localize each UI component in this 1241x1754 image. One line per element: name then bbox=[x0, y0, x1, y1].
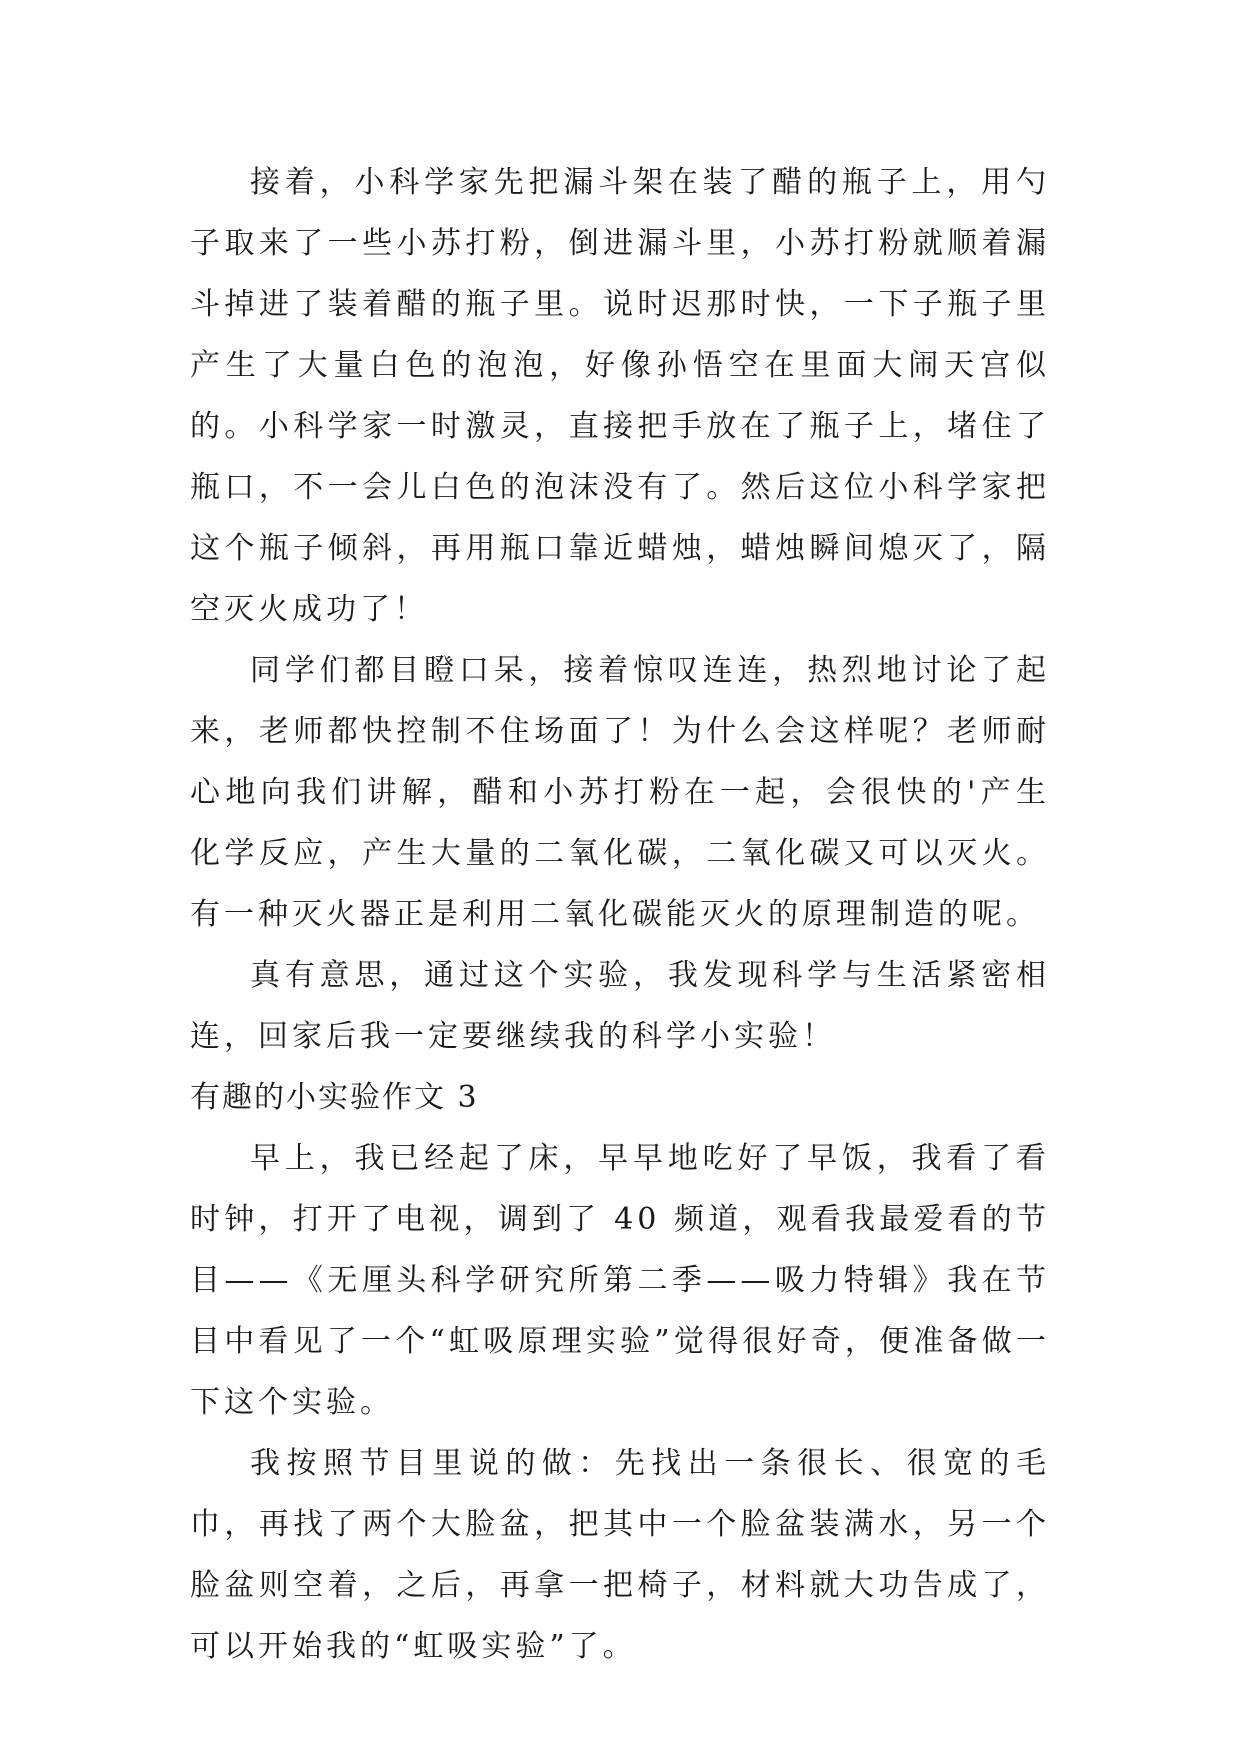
paragraph-experiment-process: 接着，小科学家先把漏斗架在装了醋的瓶子上，用勺子取来了一些小苏打粉，倒进漏斗里，小苏打粉就顺着漏斗掉进了装着醋的瓶子里。说时迟那时快，一下子瓶子里产生了大量白色的泡泡，好像孙悟空在里面大闹天宫似的。小科学家一时激灵，直接把手放在了瓶子上，堵住了瓶口，不一会儿白色的泡沫没有了。然后这位小科学家把这个瓶子倾斜，再用瓶口靠近蜡烛，蜡烛瞬间熄灭了，隔空灭火成功了！ bbox=[190, 165, 1050, 627]
paragraph-conclusion: 真有意思，通过这个实验，我发现科学与生活紧密相连，回家后我一定要继续我的科学小实验！ bbox=[190, 958, 1050, 1054]
paragraph-classmates-reaction: 同学们都目瞪口呆，接着惊叹连连，热烈地讨论了起来，老师都快控制不住场面了！为什么会这样呢？老师耐心地向我们讲解，醋和小苏打粉在一起，会很快的'产生化学反应，产生大量的二氧化碳，二氧化碳又可以灭火。有一种灭火器正是利用二氧化碳能灭火的原理制造的呢。 bbox=[190, 653, 1050, 932]
paragraph-materials: 我按照节目里说的做：先找出一条很长、很宽的毛巾，再找了两个大脸盆，把其中一个脸盆装满水，另一个脸盆则空着，之后，再拿一把椅子，材料就大功告成了，可以开始我的“虹吸实验”了。 bbox=[190, 1446, 1050, 1664]
document-body bbox=[190, 152, 1050, 1677]
section-heading: 有趣的小实验作文 3 bbox=[190, 1080, 479, 1115]
paragraph-morning-tv: 早上，我已经起了床，早早地吃好了早饭，我看了看时钟，打开了电视，调到了 40 频道，观看我最爱看的节目——《无厘头科学研究所第二季——吸力特辑》我在节目中看见了一个“虹吸原理实验”觉得很好奇，便准备做一下这个实验。 bbox=[190, 1141, 1050, 1420]
